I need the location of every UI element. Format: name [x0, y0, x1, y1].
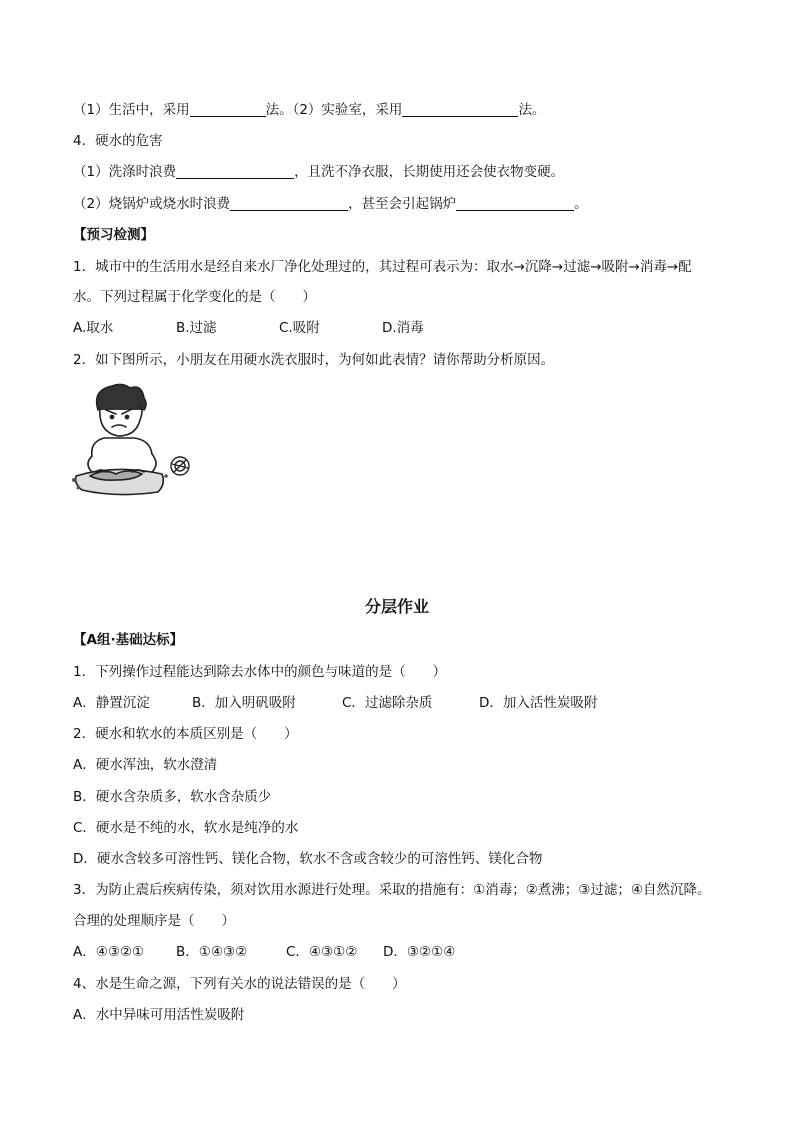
hw-question-1-options: [73, 693, 597, 713]
fill-line-4: [73, 194, 588, 214]
fill-text: ，甚至会引起锅炉: [348, 196, 457, 212]
option-a[interactable]: A．硬水浑浊，软水澄清: [73, 757, 218, 773]
hw-question-1: 1．下列操作过程能达到除去水体中的颜色与味道的是（ ）: [73, 664, 447, 680]
option-c[interactable]: C．过滤除杂质: [342, 695, 433, 711]
option-d[interactable]: D．加入活性炭吸附: [479, 695, 598, 711]
fill-text: 法。: [518, 102, 546, 118]
item-4-heading: 4．硬水的危害: [73, 133, 163, 149]
preview-check-heading: 【预习检测】: [73, 227, 154, 243]
answer-blank[interactable]: [456, 195, 574, 211]
answer-blank[interactable]: [402, 101, 518, 117]
option-b[interactable]: B．硬水含杂质多，软水含杂质少: [73, 789, 272, 805]
section-title: 分层作业: [364, 597, 429, 616]
question-1-options: [73, 318, 424, 338]
option-c[interactable]: C．④③①②: [286, 944, 358, 960]
hw-question-4: 4、水是生命之源，下列有关水的说法错误的是（ ）: [73, 976, 406, 992]
fill-text: ，且洗不净衣服，长期使用还会使衣物变硬。: [294, 164, 565, 180]
option-b[interactable]: B.过滤: [176, 320, 217, 336]
fill-line-1: [73, 100, 545, 120]
fill-text: 法。（2）实验室，采用: [265, 102, 403, 118]
group-a-heading: 【A组·基础达标】: [73, 632, 184, 648]
option-d[interactable]: D．③②①④: [383, 944, 456, 960]
hw-question-3-line-b: 合理的处理顺序是（ ）: [73, 913, 235, 929]
fill-text: （2）烧锅炉或烧水时浪费: [73, 196, 231, 212]
fill-text: （1）生活中，采用: [73, 102, 190, 118]
option-a[interactable]: A．④③②①: [73, 944, 145, 960]
answer-blank[interactable]: [190, 101, 266, 117]
child-washing-illustration: [70, 380, 194, 500]
answer-blank[interactable]: [176, 163, 294, 179]
fill-text: （1）洗涤时浪费: [73, 164, 177, 180]
option-a[interactable]: A.取水: [73, 320, 114, 336]
question-1-line-b: 水。下列过程属于化学变化的是（ ）: [73, 289, 316, 305]
question-2: 2．如下图所示，小朋友在用硬水洗衣服时，为何如此表情？请你帮助分析原因。: [73, 352, 555, 368]
option-d[interactable]: D．硬水含较多可溶性钙、镁化合物，软水不含或含较少的可溶性钙、镁化合物: [73, 851, 543, 867]
option-a[interactable]: A．静置沉淀: [73, 695, 150, 711]
option-b[interactable]: B．①④③②: [176, 944, 248, 960]
hw-question-3-line-a: 3．为防止震后疾病传染，须对饮用水源进行处理。采取的措施有：①消毒；②煮沸；③过滤；④自然沉降。: [73, 882, 711, 898]
option-b[interactable]: B．加入明矾吸附: [192, 695, 296, 711]
fill-text: 。: [574, 196, 588, 212]
option-d[interactable]: D.消毒: [382, 320, 424, 336]
hw-question-3-options: [73, 942, 455, 962]
answer-blank[interactable]: [230, 195, 348, 211]
hw-question-2: 2．硬水和软水的本质区别是（ ）: [73, 726, 298, 742]
question-1-line-a: 1．城市中的生活用水是经自来水厂净化处理过的，其过程可表示为：取水→沉降→过滤→吸附→消毒→配: [73, 259, 692, 275]
fill-line-3: [73, 162, 564, 182]
option-c[interactable]: C．硬水是不纯的水，软水是纯净的水: [73, 820, 299, 836]
option-c[interactable]: C.吸附: [279, 320, 320, 336]
option-a[interactable]: A．水中异味可用活性炭吸附: [73, 1007, 245, 1023]
